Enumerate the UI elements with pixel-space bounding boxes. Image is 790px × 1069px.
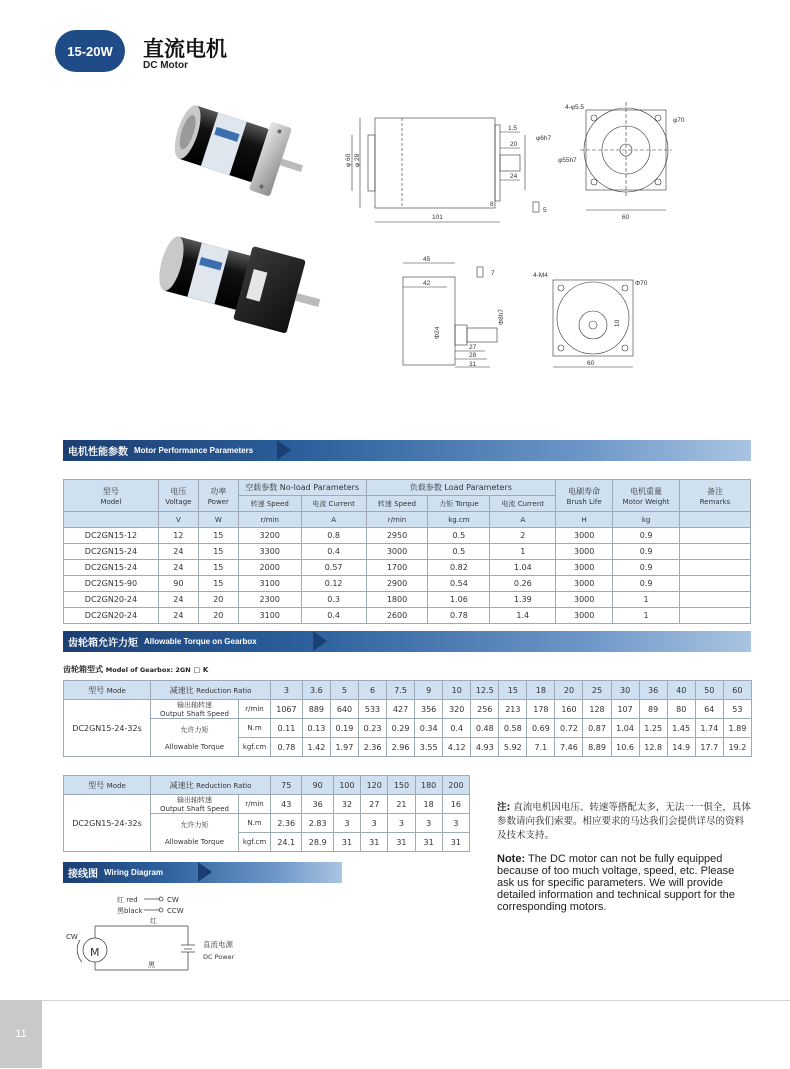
gear-nm-cell: 3 [415, 814, 442, 833]
gear-nm-cell: 0.34 [415, 719, 443, 738]
perf-cell: 15 [198, 560, 238, 576]
perf-col-weight: 电机重量 Motor Weight [613, 480, 680, 512]
perf-cell [680, 576, 751, 592]
motor-symbol-letter: M [90, 946, 100, 959]
perf-cell: 3100 [238, 608, 301, 624]
gear-speeds-cell: 427 [387, 700, 415, 719]
gear-kgf-cell: 7.1 [527, 738, 555, 757]
perf-cell: 24 [158, 592, 198, 608]
dim-phi60: φ 60 [345, 153, 352, 167]
perf-cell: 15 [198, 528, 238, 544]
gear-ratios-cell: 7.5 [387, 681, 415, 700]
perf-cell: DC2GN15-12 [64, 528, 159, 544]
gear-ratios-cell: 200 [442, 776, 469, 795]
gear-nm-cell: 2.36 [271, 814, 302, 833]
perf-cell: 20 [198, 592, 238, 608]
gear-nm-cell: 1.04 [611, 719, 639, 738]
gear-ratios-cell: 3.6 [302, 681, 330, 700]
perf-cell [680, 544, 751, 560]
gear-nm-cell: 0.87 [583, 719, 611, 738]
gear-speeds-cell: 27 [361, 795, 388, 814]
perf-row [64, 592, 751, 608]
gear-kgf-cell: 31 [333, 833, 360, 852]
dim-60-2: 60 [587, 360, 595, 367]
gear-speeds-cell: 889 [302, 700, 330, 719]
perf-cell [680, 592, 751, 608]
gear-ratios-cell: 10 [443, 681, 471, 700]
wire-black-label: 黑black [117, 907, 143, 915]
gearbox-dimension-drawing [395, 255, 665, 373]
gear-ratios-cell: 60 [723, 681, 751, 700]
dim-1-5: 1.5 [508, 125, 518, 132]
perf-cell: 15 [198, 576, 238, 592]
gear-kgf-cell: 31 [361, 833, 388, 852]
gear-ratios-cell: 20 [555, 681, 583, 700]
perf-cell: 15 [198, 544, 238, 560]
wire-red-short: 红 [150, 917, 157, 925]
perf-cell: 1 [613, 608, 680, 624]
rotation-cw-label: CW [66, 933, 78, 941]
perf-cell: 2000 [238, 560, 301, 576]
gear-speeds-cell: 256 [471, 700, 499, 719]
gear2-torque-label: 允许力矩 Allowable Torque [151, 814, 239, 852]
gear-speeds-cell: 16 [442, 795, 469, 814]
gear1-mode-header: 型号 Mode [64, 681, 151, 700]
gear-nm-cell: 0.58 [499, 719, 527, 738]
dim-4-phi5-5: 4-φ5.5 [565, 104, 585, 111]
perf-col-power: 功率 Power [198, 480, 238, 512]
gear-kgf-cell: 12.8 [639, 738, 667, 757]
perf-row [64, 544, 751, 560]
perf-cell [680, 560, 751, 576]
perf-cell: 0.78 [428, 608, 490, 624]
gear-ratios-cell: 180 [415, 776, 442, 795]
gear-nm-cell: 3 [333, 814, 360, 833]
gear-nm-cell: 3 [388, 814, 415, 833]
dim-7: 7 [491, 270, 495, 277]
gearbox-table-2 [63, 775, 470, 852]
perf-cell: 0.4 [301, 544, 366, 560]
note-en: Note: The DC motor can not be fully equipped because of too much voltage, speed, etc. Please ask us for specific parameters. We will provide detailed information and technical support for the corresponding motors. [497, 853, 735, 913]
perf-cell: 2 [490, 528, 556, 544]
perf-col-brush: 电刷寿命 Brush Life [556, 480, 613, 512]
perf-cell: 0.82 [428, 560, 490, 576]
dim-27: 27 [469, 344, 477, 351]
perf-cell: 1700 [366, 560, 428, 576]
gear-nm-cell: 1.74 [695, 719, 723, 738]
gear1-nm-row: 允许力矩 Allowable Torque N.m 0.11 0.13 0.19 0.23 0.29 0.34 0.4 0.48 0.58 0.69 0.72 0.87 1.04 1.25 1.45 1.74 1.89 [64, 719, 752, 738]
perf-cell: 0.5 [428, 544, 490, 560]
gear-nm-cell: 0.29 [387, 719, 415, 738]
perf-cell: 0.3 [301, 592, 366, 608]
perf-cell: 0.12 [301, 576, 366, 592]
dc-power-en: DC Power [203, 953, 235, 961]
gear-speeds-cell: 21 [388, 795, 415, 814]
gear-speeds-cell: 320 [443, 700, 471, 719]
gear-kgf-cell: 24.1 [271, 833, 302, 852]
wire-cw-label: CW [167, 896, 179, 904]
wiring-diagram [60, 890, 260, 980]
perf-cell: 3000 [556, 608, 613, 624]
gear-nm-cell: 0.11 [271, 719, 303, 738]
section-arrow [277, 440, 291, 460]
dc-motor-photo [160, 98, 310, 218]
gear-ratios-cell: 25 [583, 681, 611, 700]
gear1-speed-row: DC2GN15-24-32s 输出轴转速 Output Shaft Speed r/min 1067 889 640 533 427 356 320 256 213 178 160 128 107 89 80 64 53 [64, 700, 752, 719]
gear-speeds-cell: 107 [611, 700, 639, 719]
gear-kgf-cell: 28.9 [302, 833, 333, 852]
gear-kgf-cell: 1.42 [302, 738, 330, 757]
gear-kgf-cell: 5.92 [499, 738, 527, 757]
wiring-section-title-en: Wiring Diagram [104, 868, 164, 877]
gear-nm-cell: 1.45 [667, 719, 695, 738]
gear-ratios-cell: 6 [358, 681, 386, 700]
gear-kgf-cell: 0.78 [271, 738, 303, 757]
dim-8: 8 [490, 201, 494, 208]
perf-cell: 20 [198, 608, 238, 624]
section-arrow [313, 631, 327, 651]
gear-ratios-cell: 30 [611, 681, 639, 700]
gear-ratios-cell: 75 [271, 776, 302, 795]
gear2-ratio-header: 减速比 Reduction Ratio [151, 776, 271, 795]
wire-ccw-label: CCW [167, 907, 184, 915]
gear-nm-cell: 0.19 [330, 719, 358, 738]
perf-cell: 0.9 [613, 528, 680, 544]
gear-kgf-cell: 31 [415, 833, 442, 852]
perf-col-model: 型号 Model [64, 480, 159, 512]
dim-4-m4: 4-M4 [533, 272, 548, 279]
perf-cell: 2900 [366, 576, 428, 592]
gear2-kgf-row: kgf.cm 24.1 28.9 31 31 31 31 31 [64, 833, 470, 852]
gear-ratios-cell: 3 [271, 681, 303, 700]
perf-cell: 90 [158, 576, 198, 592]
gear2-ratio-row [64, 776, 470, 795]
gear-nm-cell: 0.69 [527, 719, 555, 738]
perf-cell: 1 [613, 592, 680, 608]
gear-ratios-cell: 15 [499, 681, 527, 700]
note-cn: 注: 直流电机因电压、转速等搭配太多，无法一一俱全，具体参数请向我们索要。相应要求的马达我们会提供详尽的资料及技术支持。 [497, 802, 751, 841]
gearbox-table-1 [63, 680, 752, 757]
gear-speeds-cell: 43 [271, 795, 302, 814]
perf-col-noload: 空载参数 No-load Parameters [238, 480, 366, 496]
gear1-kgf-row: kgf.cm 0.78 1.42 1.97 2.36 2.96 3.55 4.12 4.93 5.92 7.1 7.46 8.89 10.6 12.8 14.9 17.7 19.2 [64, 738, 752, 757]
gearbox-section-title-en: Allowable Torque on Gearbox [144, 637, 257, 646]
performance-section-bar [63, 440, 751, 461]
gear1-model: DC2GN15-24-32s [64, 700, 151, 757]
page-subtitle: DC Motor [143, 60, 188, 71]
gear-speeds-cell: 533 [358, 700, 386, 719]
perf-cell: 0.9 [613, 576, 680, 592]
gear-kgf-cell: 1.97 [330, 738, 358, 757]
wire-black-short: 黑 [148, 961, 155, 969]
perf-cell: 2950 [366, 528, 428, 544]
gear-kgf-cell: 10.6 [611, 738, 639, 757]
performance-table [63, 479, 751, 624]
dim-42: 42 [423, 280, 431, 287]
gearbox-section-title-cn: 齿轮箱允许力矩 [68, 638, 138, 649]
perf-cell: 1800 [366, 592, 428, 608]
dim-phi70-2: Φ70 [635, 280, 648, 287]
performance-section-title-cn: 电机性能参数 [68, 447, 128, 458]
gear-ratios-cell: 50 [695, 681, 723, 700]
gear-kgf-cell: 3.55 [415, 738, 443, 757]
dim-45: 45 [423, 256, 431, 263]
dc-power-cn: 直流电源 [203, 940, 233, 949]
wiring-section-title-cn: 接线图 [68, 869, 98, 880]
perf-cell: 3200 [238, 528, 301, 544]
perf-cell: 3000 [556, 528, 613, 544]
gear-speeds-cell: 80 [667, 700, 695, 719]
gear-speeds-cell: 160 [555, 700, 583, 719]
gear-nm-cell: 0.48 [471, 719, 499, 738]
perf-row [64, 576, 751, 592]
perf-cell: 0.57 [301, 560, 366, 576]
motor-dimension-drawing [340, 100, 690, 225]
dim-phi55h7: φ55h7 [558, 157, 577, 164]
section-arrow [198, 862, 212, 882]
gear-kgf-cell: 19.2 [723, 738, 751, 757]
perf-row [64, 560, 751, 576]
gear-ratios-cell: 90 [302, 776, 333, 795]
gear-ratios-cell: 12.5 [471, 681, 499, 700]
perf-cell: 0.9 [613, 560, 680, 576]
gearbox-section-bar [63, 631, 751, 652]
perf-col-voltage: 电压 Voltage [158, 480, 198, 512]
gear2-speed-label: 输出轴转速 Output Shaft Speed [151, 795, 239, 814]
dim-24: 24 [510, 173, 518, 180]
perf-cell: 1.39 [490, 592, 556, 608]
gear2-model: DC2GN15-24-32s [64, 795, 151, 852]
gear-kgf-cell: 2.36 [358, 738, 386, 757]
gear-kgf-cell: 31 [442, 833, 469, 852]
wire-red-label: 红 red [117, 896, 138, 904]
perf-cell: 0.54 [428, 576, 490, 592]
perf-col-load: 负载参数 Load Parameters [366, 480, 556, 496]
gear-ratios-cell: 9 [415, 681, 443, 700]
gear-speeds-cell: 36 [302, 795, 333, 814]
perf-cell: 3000 [556, 576, 613, 592]
perf-cell: 3000 [556, 592, 613, 608]
page-footer [0, 1000, 790, 1069]
perf-cell: 24 [158, 544, 198, 560]
gear-ratios-cell: 40 [667, 681, 695, 700]
gear-nm-cell: 3 [361, 814, 388, 833]
dim-phi6h7: φ6h7 [536, 135, 552, 142]
perf-cell: 24 [158, 608, 198, 624]
perf-col-remarks: 备注 Remarks [680, 480, 751, 512]
perf-cell: DC2GN15-24 [64, 544, 159, 560]
perf-cell: 1.06 [428, 592, 490, 608]
perf-cell: 12 [158, 528, 198, 544]
perf-units-row: V W r/min A r/min kg.cm A H kg [64, 512, 751, 528]
perf-cell: DC2GN15-24 [64, 560, 159, 576]
perf-cell: DC2GN20-24 [64, 592, 159, 608]
gear-speeds-cell: 356 [415, 700, 443, 719]
perf-row [64, 608, 751, 624]
perf-cell: DC2GN20-24 [64, 608, 159, 624]
perf-cell: 3000 [366, 544, 428, 560]
perf-cell: DC2GN15-90 [64, 576, 159, 592]
perf-cell: 0.5 [428, 528, 490, 544]
gear-speeds-cell: 128 [583, 700, 611, 719]
gear-ratios-cell: 100 [333, 776, 360, 795]
gear1-speed-label: 输出轴转速 Output Shaft Speed [151, 700, 239, 719]
perf-cell: 0.8 [301, 528, 366, 544]
gear1-torque-label: 允许力矩 Allowable Torque [151, 719, 239, 757]
dim-phi28: φ 28 [354, 153, 361, 167]
gear-nm-cell: 2.83 [302, 814, 333, 833]
gear-speeds-cell: 18 [415, 795, 442, 814]
dim-31: 31 [469, 361, 477, 368]
perf-cell: 3100 [238, 576, 301, 592]
gear-speeds-cell: 213 [499, 700, 527, 719]
gear-nm-cell: 0.23 [358, 719, 386, 738]
geared-motor-photo [150, 235, 325, 350]
gear1-ratio-header: 减速比 Reduction Ratio [151, 681, 271, 700]
perf-cell: 1 [490, 544, 556, 560]
gear-speeds-cell: 53 [723, 700, 751, 719]
gear-ratios-cell: 150 [388, 776, 415, 795]
perf-cell: 1.04 [490, 560, 556, 576]
gear-nm-cell: 1.89 [723, 719, 751, 738]
dim-phi8h7: Φ8h7 [498, 308, 505, 325]
gear-kgf-cell: 4.12 [443, 738, 471, 757]
power-badge: 15-20W [55, 30, 125, 72]
perf-cell [680, 528, 751, 544]
dim-28: 28 [469, 352, 477, 359]
perf-header-row-1 [64, 480, 751, 496]
perf-cell: 3000 [556, 544, 613, 560]
perf-cell: 2600 [366, 608, 428, 624]
dim-5: 5 [543, 207, 547, 214]
perf-cell: 2300 [238, 592, 301, 608]
perf-cell [680, 608, 751, 624]
perf-cell: 24 [158, 560, 198, 576]
gear-speeds-cell: 32 [333, 795, 360, 814]
gear-nm-cell: 1.25 [639, 719, 667, 738]
gear-nm-cell: 3 [442, 814, 469, 833]
perf-cell: 0.26 [490, 576, 556, 592]
gear-speeds-cell: 89 [639, 700, 667, 719]
gear2-speed-row: DC2GN15-24-32s 输出轴转速 Output Shaft Speed r/min 43 36 32 27 21 18 16 [64, 795, 470, 814]
gear-speeds-cell: 1067 [271, 700, 303, 719]
gear2-nm-row: 允许力矩 Allowable Torque N.m 2.36 2.83 3 3 3 3 3 [64, 814, 470, 833]
perf-cell: 0.9 [613, 544, 680, 560]
page-number: 11 [0, 1000, 42, 1068]
gear1-ratio-row [64, 681, 752, 700]
gear-kgf-cell: 4.93 [471, 738, 499, 757]
perf-cell: 0.4 [301, 608, 366, 624]
perf-row [64, 528, 751, 544]
gear-speeds-cell: 640 [330, 700, 358, 719]
perf-cell: 3000 [556, 560, 613, 576]
gear-ratios-cell: 18 [527, 681, 555, 700]
performance-section-title-en: Motor Performance Parameters [134, 446, 254, 455]
gear-nm-cell: 0.13 [302, 719, 330, 738]
perf-cell: 1.4 [490, 608, 556, 624]
dim-phi24: Φ24 [434, 326, 441, 339]
gear2-mode-header: 型号 Mode [64, 776, 151, 795]
gear-speeds-cell: 178 [527, 700, 555, 719]
gear-ratios-cell: 36 [639, 681, 667, 700]
dim-phi70: φ70 [673, 117, 685, 124]
perf-header-row-2: 转速 Speed 电流 Current 转速 Speed 力矩 Torque 电流 Current [64, 496, 751, 512]
gearbox-model-label: 齿轮箱型式 Model of Gearbox: 2GN □ K [63, 665, 209, 674]
gear-nm-cell: 0.72 [555, 719, 583, 738]
perf-cell: 3300 [238, 544, 301, 560]
gear-kgf-cell: 8.89 [583, 738, 611, 757]
dim-20: 20 [510, 141, 518, 148]
gear-nm-cell: 0.4 [443, 719, 471, 738]
dim-101: 101 [432, 214, 443, 221]
gear-speeds-cell: 64 [695, 700, 723, 719]
dim-10: 10 [614, 319, 621, 327]
gear-kgf-cell: 14.9 [667, 738, 695, 757]
dim-60: 60 [622, 214, 630, 221]
gear-kgf-cell: 2.96 [387, 738, 415, 757]
page-title: 直流电机 [143, 37, 227, 61]
gear-ratios-cell: 5 [330, 681, 358, 700]
gear-kgf-cell: 7.46 [555, 738, 583, 757]
gear-ratios-cell: 120 [361, 776, 388, 795]
gear-kgf-cell: 31 [388, 833, 415, 852]
gear-kgf-cell: 17.7 [695, 738, 723, 757]
